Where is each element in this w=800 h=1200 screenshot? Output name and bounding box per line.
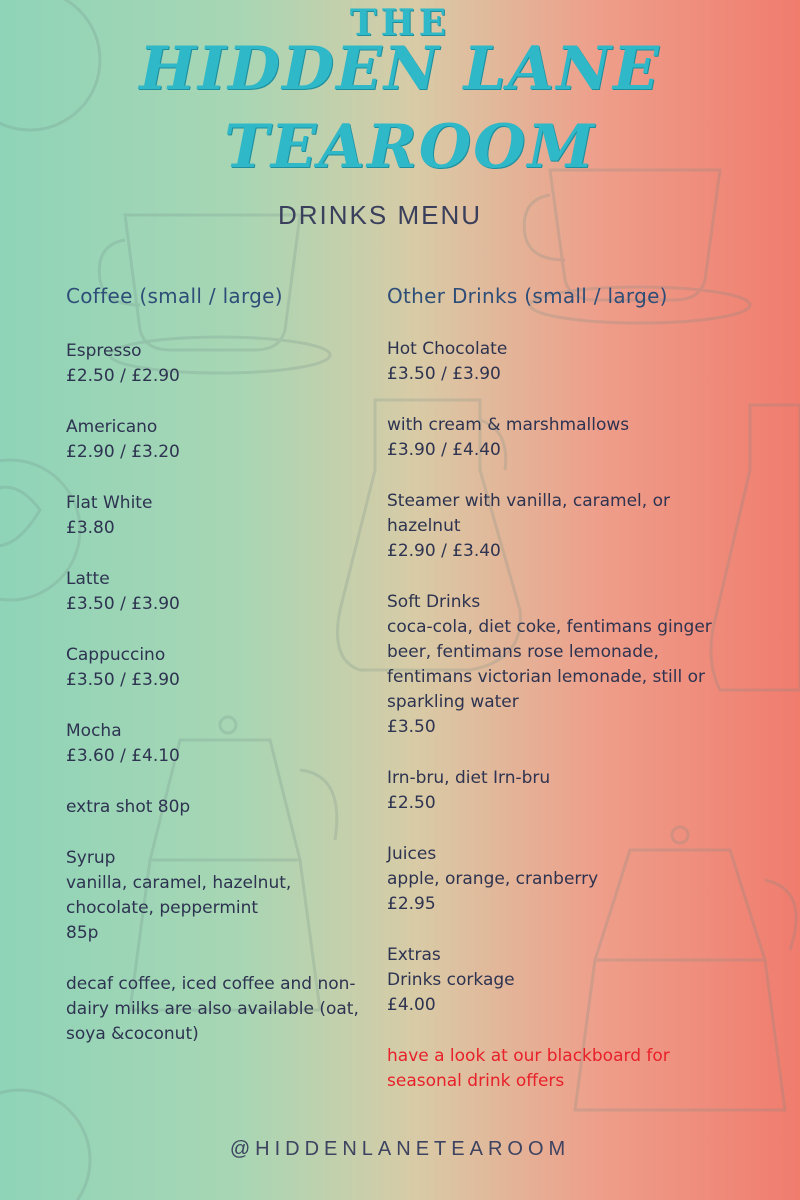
item-price: £3.80 [66,518,115,538]
item-price: 85p [66,923,99,943]
item-name: Cappuccino [66,645,166,665]
item-price: £3.50 / £3.90 [66,594,180,614]
list-item [387,590,732,740]
seasonal-offer-note: have a look at our blackboard for seasonal drink offers [387,1046,670,1091]
item-price: £3.60 / £4.10 [66,746,180,766]
item-name: Syrup [66,848,116,868]
list-item [387,842,732,917]
list-item [66,643,376,693]
list-item [387,489,732,564]
item-name: extra shot 80p [66,797,191,817]
item-name: Irn-bru, diet Irn-bru [387,768,551,788]
item-price: £3.50 / £3.90 [66,670,180,690]
item-name: Soft Drinks [387,592,481,612]
item-price: £2.90 / £3.40 [387,541,501,561]
other-drinks-heading: Other Drinks (small / large) [387,284,668,308]
item-description: Drinks corkage [387,970,515,990]
item-price: £2.95 [387,894,436,914]
item-price: £2.90 / £3.20 [66,442,180,462]
item-description: coca-cola, diet coke, fentimans ginger beer, fentimans rose lemonade, fentimans victorian lemonade, still or sparkling water [387,617,712,712]
item-name: Mocha [66,721,122,741]
item-name: Steamer with vanilla, caramel, or hazelnut [387,491,670,536]
list-item [387,943,732,1018]
list-item [66,415,376,465]
item-name: Juices [387,844,437,864]
item-price: £3.90 / £4.40 [387,440,501,460]
brand-title-the: THE [349,2,451,44]
item-description: apple, orange, cranberry [387,869,599,889]
item-name: Hot Chocolate [387,339,508,359]
list-item [66,719,376,769]
item-name: Flat White [66,493,153,513]
item-name: Espresso [66,341,142,361]
list-item [66,846,376,946]
brand-title-tearoom: TEAROOM [224,112,596,182]
coffee-note: decaf coffee, iced coffee and non-dairy milks are also available (oat, soya &coconut) [66,974,359,1044]
item-description: vanilla, caramel, hazelnut, chocolate, peppermint [66,873,292,918]
list-item [66,567,376,617]
item-price: £3.50 / £3.90 [387,364,501,384]
list-item [387,337,732,387]
item-name: Latte [66,569,110,589]
item-price: £4.00 [387,995,436,1015]
item-name: Americano [66,417,158,437]
menu-subtitle: DRINKS MENU [277,200,482,230]
list-item [66,795,376,820]
list-item [387,413,732,463]
item-price: £2.50 [387,793,436,813]
list-item [66,491,376,541]
coffee-column [66,339,376,1073]
social-handle: @HIDDENLANETEAROOM [229,1138,571,1160]
list-item [387,766,732,816]
list-item [66,339,376,389]
item-price: £3.50 [387,717,436,737]
coffee-heading: Coffee (small / large) [66,284,283,308]
item-name: Extras [387,945,441,965]
other-drinks-column [387,337,732,1120]
item-price: £2.50 / £2.90 [66,366,180,386]
item-name: with cream & marshmallows [387,415,630,435]
brand-title-hidden-lane: HIDDEN LANE [139,34,661,104]
